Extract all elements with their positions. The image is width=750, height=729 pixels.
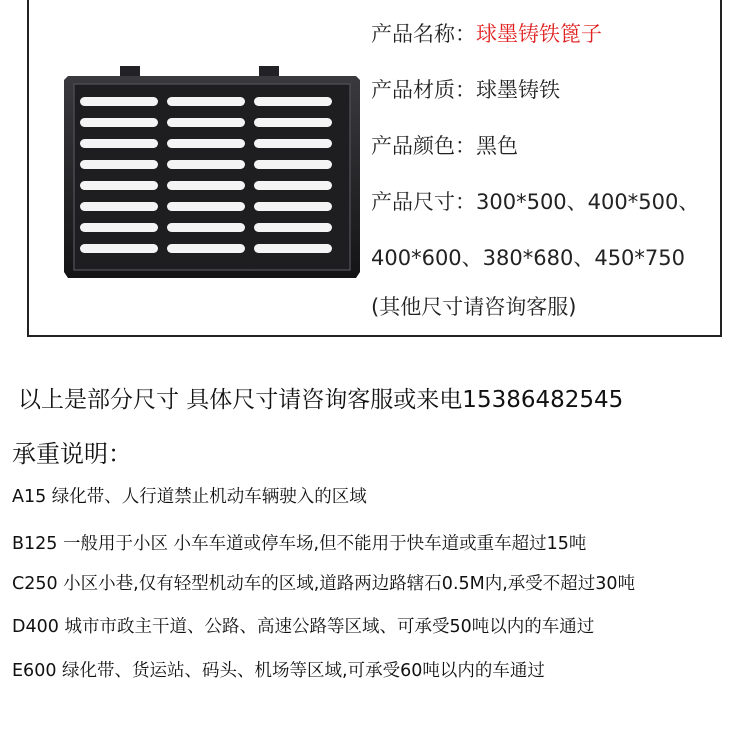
grate-product-image <box>62 62 362 280</box>
grate-slot <box>167 160 245 169</box>
grate-slot <box>80 202 158 211</box>
load-class-line: E600 绿化带、货运站、码头、机场等区域,可承受60吨以内的车通过 <box>12 661 545 681</box>
grate-slot <box>167 223 245 232</box>
grate-slot <box>254 244 332 253</box>
load-class-line: C250 小区小巷,仅有轻型机动车的区域,道路两边路辖石0.5M内,承受不超过30吨 <box>12 574 636 594</box>
grate-slot <box>167 244 245 253</box>
spec-label: 产品颜色： <box>371 134 476 158</box>
grate-slot <box>80 97 158 106</box>
spec-value: 300*500、400*500、 <box>476 190 700 214</box>
grate-slot <box>80 223 158 232</box>
grate-slot <box>254 202 332 211</box>
spec-label: 产品材质： <box>371 78 476 102</box>
sizes-continued: 400*600、380*680、450*750 <box>371 246 685 270</box>
grate-slot <box>167 97 245 106</box>
spec-row <box>371 74 560 104</box>
spec-row <box>371 130 518 160</box>
load-class-line: D400 城市市政主干道、公路、高速公路等区域、可承受50吨以内的车通过 <box>12 617 595 637</box>
load-title: 承重说明： <box>12 440 132 468</box>
spec-value: 黑色 <box>476 134 518 158</box>
grate-slot <box>80 181 158 190</box>
grate-slot <box>254 160 332 169</box>
grate-slot <box>254 223 332 232</box>
grate-slot <box>254 139 332 148</box>
product-info-box <box>27 0 722 337</box>
other-sizes-note: (其他尺寸请咨询客服) <box>371 295 577 319</box>
grate-slot <box>254 181 332 190</box>
size-contact-notice: 以上是部分尺寸 具体尺寸请咨询客服或来电15386482545 <box>18 387 624 413</box>
grate-slot <box>167 139 245 148</box>
spec-label: 产品名称： <box>371 22 476 46</box>
grate-slot <box>167 118 245 127</box>
load-class-line: B125 一般用于小区 小车车道或停车场,但不能用于快车道或重车超过15吨 <box>12 534 587 554</box>
load-class-line: A15 绿化带、人行道禁止机动车辆驶入的区域 <box>12 487 367 507</box>
spec-label: 产品尺寸： <box>371 190 476 214</box>
spec-value: 球墨铸铁篦子 <box>476 22 602 46</box>
grate-slot <box>254 97 332 106</box>
grate-slot <box>80 118 158 127</box>
grate-slot <box>254 118 332 127</box>
spec-row <box>371 186 699 216</box>
spec-row <box>371 18 602 48</box>
grate-slot <box>80 160 158 169</box>
grate-slot <box>167 181 245 190</box>
grate-slot <box>167 202 245 211</box>
grate-slot <box>80 139 158 148</box>
spec-value: 球墨铸铁 <box>476 78 560 102</box>
grate-slot <box>80 244 158 253</box>
